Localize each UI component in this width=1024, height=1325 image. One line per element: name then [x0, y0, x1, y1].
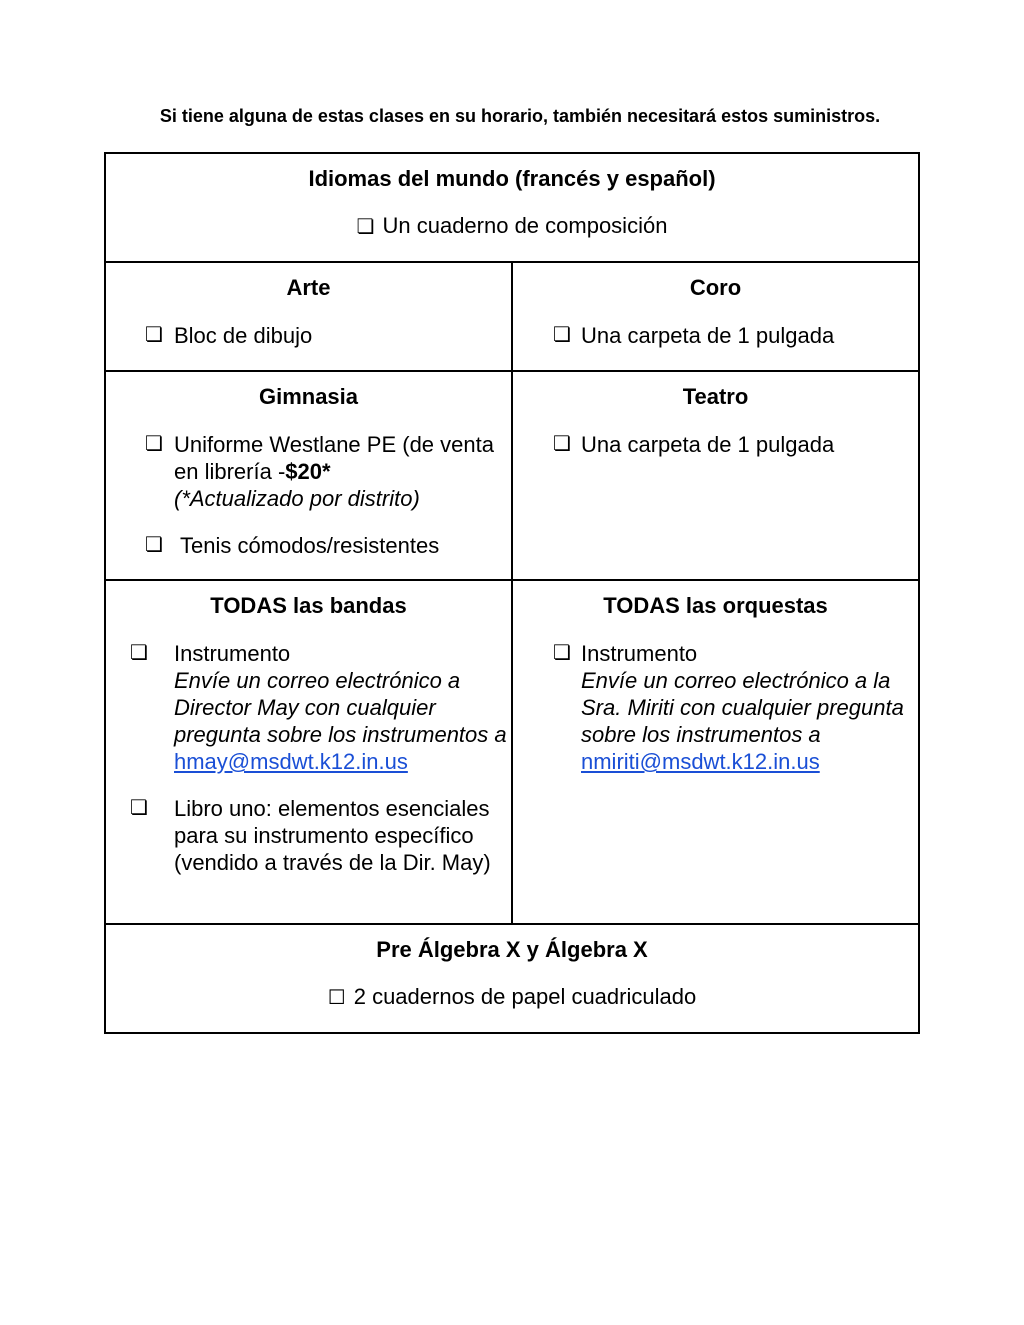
teatro-title: Teatro — [682, 384, 749, 409]
gimnasia-list — [106, 431, 511, 559]
checkbox-icon: ❏ — [130, 642, 148, 664]
supplies-table — [104, 152, 920, 1034]
checkbox-icon: ❏ — [553, 642, 571, 664]
orquestas-title: TODAS las orquestas — [603, 593, 828, 618]
checkbox-icon: ❏ — [145, 433, 163, 455]
bandas-title: TODAS las bandas — [210, 593, 407, 618]
bandas-list — [106, 640, 511, 876]
orquestas-instrument-label: Instrumento — [581, 641, 698, 666]
list-item — [106, 795, 511, 876]
list-item — [106, 431, 511, 512]
algebra-item-label: 2 cuadernos de papel cuadriculado — [353, 984, 697, 1009]
empty-checkbox-icon: ☐ — [327, 987, 346, 1009]
intro-text: Si tiene alguna de estas clases en su horario, también necesitará estos suministros. — [159, 106, 881, 126]
row-algebra — [105, 924, 919, 1033]
gimnasia-shoes: Tenis cómodos/resistentes — [180, 533, 440, 558]
arte-list — [106, 322, 511, 349]
cell-gimnasia — [105, 371, 512, 580]
row-bandas-orquestas — [105, 580, 919, 924]
bandas-instrument-label: Instrumento — [174, 641, 291, 666]
gimnasia-uniform-text: Uniforme Westlane PE (de venta en librería - — [174, 432, 494, 484]
list-item — [106, 640, 511, 775]
arte-title: Arte — [286, 275, 331, 300]
list-item — [106, 532, 511, 559]
cell-bandas — [105, 580, 512, 924]
coro-title: Coro — [689, 275, 742, 300]
cell-algebra — [105, 924, 919, 1033]
coro-list — [513, 322, 918, 349]
coro-item-label: Una carpeta de 1 pulgada — [581, 323, 835, 348]
checkbox-icon: ❏ — [145, 324, 163, 346]
cell-teatro — [512, 371, 919, 580]
gimnasia-title: Gimnasia — [258, 384, 359, 409]
orquestas-email-link[interactable]: nmiriti@msdwt.k12.in.us — [581, 749, 820, 774]
checkbox-icon: ❏ — [356, 216, 375, 238]
row-gimnasia-teatro — [105, 371, 919, 580]
checkbox-icon: ❏ — [145, 534, 163, 556]
checkbox-icon: ❏ — [553, 433, 571, 455]
teatro-item-label: Una carpeta de 1 pulgada — [581, 432, 835, 457]
orquestas-list — [513, 640, 918, 775]
cell-arte — [105, 262, 512, 371]
checkbox-icon: ❏ — [130, 797, 148, 819]
bandas-book-label: Libro uno: elementos esenciales para su instrumento específico (vendido a través de la Dir. May) — [174, 796, 491, 875]
list-item — [513, 322, 918, 349]
world-languages-item-label: Un cuaderno de composición — [382, 213, 668, 238]
gimnasia-uniform-note: (*Actualizado por distrito) — [174, 486, 420, 511]
bandas-instrument-note: Envíe un correo electrónico a Director May con cualquier pregunta sobre los instrumentos a — [174, 668, 507, 747]
algebra-title: Pre Álgebra X y Álgebra X — [376, 937, 648, 962]
checkbox-icon: ❏ — [553, 324, 571, 346]
list-item — [106, 322, 511, 349]
bandas-email-link[interactable]: hmay@msdwt.k12.in.us — [174, 749, 408, 774]
orquestas-instrument-note: Envíe un correo electrónico a la Sra. Miriti con cualquier pregunta sobre los instrumentos a — [581, 668, 904, 747]
world-languages-item — [106, 213, 918, 240]
cell-world-languages — [105, 153, 919, 262]
cell-coro — [512, 262, 919, 371]
list-item — [513, 640, 918, 775]
arte-item-label: Bloc de dibujo — [174, 323, 313, 348]
row-arte-coro — [105, 262, 919, 371]
list-item — [513, 431, 918, 458]
cell-orquestas — [512, 580, 919, 924]
gimnasia-uniform-price: $20* — [285, 459, 331, 484]
row-world-languages — [105, 153, 919, 262]
world-languages-title: Idiomas del mundo (francés y español) — [308, 166, 716, 191]
algebra-item — [106, 984, 918, 1011]
teatro-list — [513, 431, 918, 458]
